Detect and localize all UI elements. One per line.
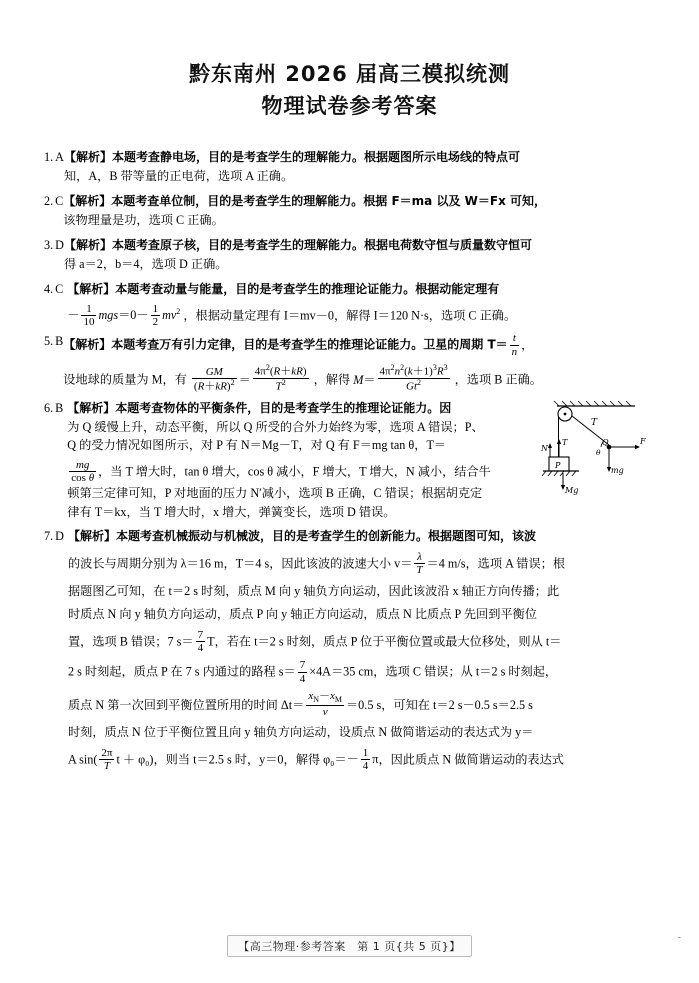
- analysis-text-6-l3-row: [67, 436, 529, 455]
- answer-body-7: [68, 527, 653, 772]
- answer-letter-5: B: [55, 334, 64, 349]
- answer-body-2: [63, 192, 653, 229]
- analysis-text-5b: 设地球的质量为 M，有: [63, 372, 187, 387]
- svg-text:T: T: [562, 438, 568, 448]
- page-footer: [0, 935, 699, 957]
- analysis-text-7-l4: 时质点 N 向 y 轴负方向运动，质点 P 向 y 轴正方向运动，质点 N 比质点 P 先回到平衡位: [67, 607, 537, 622]
- answer-letter-3: D: [55, 238, 64, 253]
- analysis-text-7-l2: 的波长与周期分别为 λ＝16 m，T＝4 s，因此该波的波速大小 v＝: [67, 556, 413, 571]
- formula-7-v: $\frac{\lambda}{T}$: [416, 550, 423, 577]
- answer-letter-7: D: [55, 529, 64, 544]
- answer-body-3: [64, 236, 653, 273]
- answer-number-5: 5.: [44, 334, 54, 349]
- formula-5-period: $\frac{t}{n}$ ，: [511, 332, 534, 358]
- answer-number-7: 7.: [44, 529, 54, 544]
- analysis-label-5: 【解析】: [63, 337, 112, 352]
- analysis-text-7-v-val: ＝4 m/s，选项 A 错误；根: [426, 556, 566, 571]
- analysis-text-7-l6: 2 s 时刻起，质点 P 在 7 s 内通过的路程 s＝: [67, 664, 296, 679]
- answer-number-2: 2.: [44, 194, 54, 209]
- formula-6-T: $\frac{mg}{\text{cos θ}}$: [71, 458, 95, 484]
- analysis-text-7-l7: 质点 N 第一次回到平衡位置所用的时间 Δt＝: [67, 697, 305, 712]
- analysis-text-7-l5-row: [68, 629, 653, 655]
- formula-7-omega: $\frac{2\pi}{T}$: [101, 746, 113, 773]
- answer-item-4: [44, 280, 653, 328]
- footer-text: 【高三物理·参考答案 第 1 页{共 5 页}】: [227, 935, 471, 957]
- analysis-text-6-l3: Q 的受力情况如图所示，对 P 有 N＝Mg－T，对 Q 有 F＝mg tan θ，T＝: [67, 438, 447, 453]
- answer-body-4: [67, 280, 653, 328]
- answer-letter-1: A: [55, 150, 64, 164]
- analysis-text-6-tail2: 顿第三定律可知，P 对地面的压力 N′减小，选项 B 正确，C 错误；根据胡克定: [67, 486, 483, 501]
- analysis-text-5c: ，解得: [313, 372, 351, 387]
- analysis-text-7-l6-row: [68, 659, 653, 685]
- analysis-label-6: 【解析】: [67, 401, 116, 416]
- analysis-text-7-l5: 置，选项 B 错误；7 s＝: [67, 633, 194, 648]
- analysis-text-5d: ，选项 B 正确。: [454, 372, 542, 387]
- analysis-text-7-l9: A sin(: [67, 752, 98, 767]
- answer-body-5: [63, 332, 653, 393]
- analysis-label-3: 【解析】: [63, 238, 112, 253]
- formula-5-mass: M＝ $\frac{4\pi^2n^2(k+1)^3R^3}{Gt^2}$: [353, 363, 448, 393]
- analysis-text-6-l2: 为 Q 缓慢上升，动态平衡，所以 Q 所受的合外力始终为零，选项 A 错误；P、: [67, 419, 484, 434]
- analysis-text-7-afterdt: ＝0.5 s，可知在 t＝2 s－0.5 s＝2.5 s: [346, 697, 533, 712]
- formula-7-s: $\frac{7}{4}$: [299, 659, 306, 685]
- answer-letter-4: C: [55, 282, 64, 297]
- svg-text:Mg: Mg: [565, 486, 579, 496]
- svg-text:θ: θ: [596, 448, 601, 458]
- formula-7-7s: $\frac{7}{4}$: [197, 628, 204, 654]
- formula-7-phi: － $\frac{1}{4}$ π: [346, 746, 379, 773]
- analysis-text-2b: 该物理量是功，选项 C 正确。: [63, 212, 224, 227]
- answer-body-1: [64, 148, 653, 185]
- analysis-label-7: 【解析】: [67, 529, 116, 544]
- analysis-text-1a: 本题考查静电场，目的是考查学生的理解能力。根据题图所示电场线的特点可: [111, 150, 520, 164]
- svg-text:T: T: [591, 418, 598, 429]
- answer-number-1: 1.: [44, 150, 54, 164]
- analysis-text-7-l1: 本题考查机械振动与机械波，目的是考查学生的创新能力。根据题图可知，该波: [115, 529, 536, 544]
- analysis-text-3a: 本题考查原子核，目的是考查学生的理解能力。根据电荷数守恒与质量数守恒可: [111, 238, 532, 253]
- answer-item-2: [44, 192, 653, 229]
- title-line-1: 黔东南州 2026 届高三模拟统测: [188, 62, 511, 86]
- answer-number-4: 4.: [44, 282, 54, 297]
- svg-text:P: P: [555, 461, 561, 471]
- analysis-text-6-l1: 本题考查物体的平衡条件，目的是考查学生的推理论证能力。因: [115, 401, 452, 416]
- analysis-text-1b: 知，A，B 带等量的正电荷，选项 A 正确。: [63, 168, 294, 183]
- svg-text:N: N: [541, 444, 548, 454]
- analysis-text-7-after7s: T，若在 t＝2 s 时刻，质点 P 位于平衡位置或最大位移处，则从 t＝: [207, 633, 562, 648]
- analysis-text-2a: 本题考查单位制，目的是考查学生的理解能力。根据 F＝ma 以及 W＝Fx 可知，: [111, 194, 546, 209]
- answer-item-7: [44, 527, 653, 772]
- answer-item-5: [44, 332, 653, 393]
- formula-4: － $\frac{1}{10}$ mgs＝0－ $\frac{1}{2}$ $mv^2$: [67, 302, 181, 329]
- analysis-text-7-l10: ，则当 t＝2.5 s 时，y＝0，解得 φ₀＝: [153, 752, 347, 767]
- answer-number-3: 3.: [44, 238, 54, 253]
- analysis-text-7-l7-row: [68, 690, 653, 718]
- analysis-text-4b: ，根据动量定理有 I＝mv－0，解得 I＝120 N·s，选项 C 正确。: [183, 308, 517, 323]
- formula-5-gravity: $\frac{GM}{(R+kR)^2}$ ＝ $\frac{4\pi^2(R+kR)}{T^2}$: [193, 363, 307, 393]
- answer-item-6: [44, 399, 653, 521]
- formula-row-5: [63, 364, 653, 393]
- formula-row-4: [67, 303, 653, 329]
- analysis-text-6-tail1: ，当 T 增大时，tan θ 增大，cos θ 减小，F 增大，T 增大，N 减小，结合牛: [98, 463, 491, 478]
- corner-mark: -: [677, 932, 681, 943]
- analysis-label-1: 【解析】: [63, 150, 112, 164]
- answer-number-6: 6.: [44, 401, 54, 416]
- answer-letter-6: B: [55, 401, 64, 416]
- answer-item-1: [44, 148, 653, 185]
- analysis-text-7-l9-row: [68, 747, 653, 773]
- answer-item-3: [44, 236, 653, 273]
- formula-7-dt: $\frac{x_N-x_M}{v}$: [308, 689, 342, 719]
- title-line-2: 物理试卷参考答案: [261, 94, 438, 118]
- analysis-label-4: 【解析】: [67, 282, 116, 297]
- document-title: [0, 58, 699, 122]
- svg-text:mg: mg: [611, 466, 624, 476]
- svg-text:Q: Q: [602, 438, 609, 448]
- analysis-text-4a: 本题考查动量与能量，目的是考查学生的推理论证能力。根据动能定理有: [115, 282, 500, 297]
- analysis-text-7-afters: ×4A＝35 cm，选项 C 错误；从 t＝2 s 时刻起，: [309, 664, 558, 679]
- analysis-text-7-l8: 时刻，质点 N 位于平衡位置且向 y 轴负方向运动，设质点 N 做简谐运动的表达式为 y＝: [67, 725, 534, 740]
- analysis-text-7-l3: 据题图乙可知，在 t＝2 s 时刻，质点 M 向 y 轴负方向运动，因此该波沿 x 轴正方向传播；此: [67, 583, 560, 598]
- analysis-text-6-tail3: 律有 T＝kx，当 T 增大时，x 增大，弹簧变长，选项 D 错误。: [67, 504, 396, 519]
- analysis-text-3b: 得 a＝2，b＝4，选项 D 正确。: [63, 256, 228, 271]
- svg-text:F: F: [640, 437, 646, 447]
- analysis-text-7-l11: ，因此质点 N 做简谐运动的表达式: [378, 752, 564, 767]
- force-diagram-figure: [539, 397, 659, 513]
- analysis-label-2: 【解析】: [63, 194, 112, 209]
- answer-letter-2: C: [55, 194, 64, 209]
- answers-list: [44, 148, 653, 773]
- analysis-text-7-afteromega: t ＋ φ₀): [116, 752, 154, 767]
- analysis-text-7-l2-row: [68, 551, 653, 577]
- analysis-text-5a: 本题考查万有引力定律，目的是考查学生的推理论证能力。卫星的周期 T＝: [111, 337, 508, 352]
